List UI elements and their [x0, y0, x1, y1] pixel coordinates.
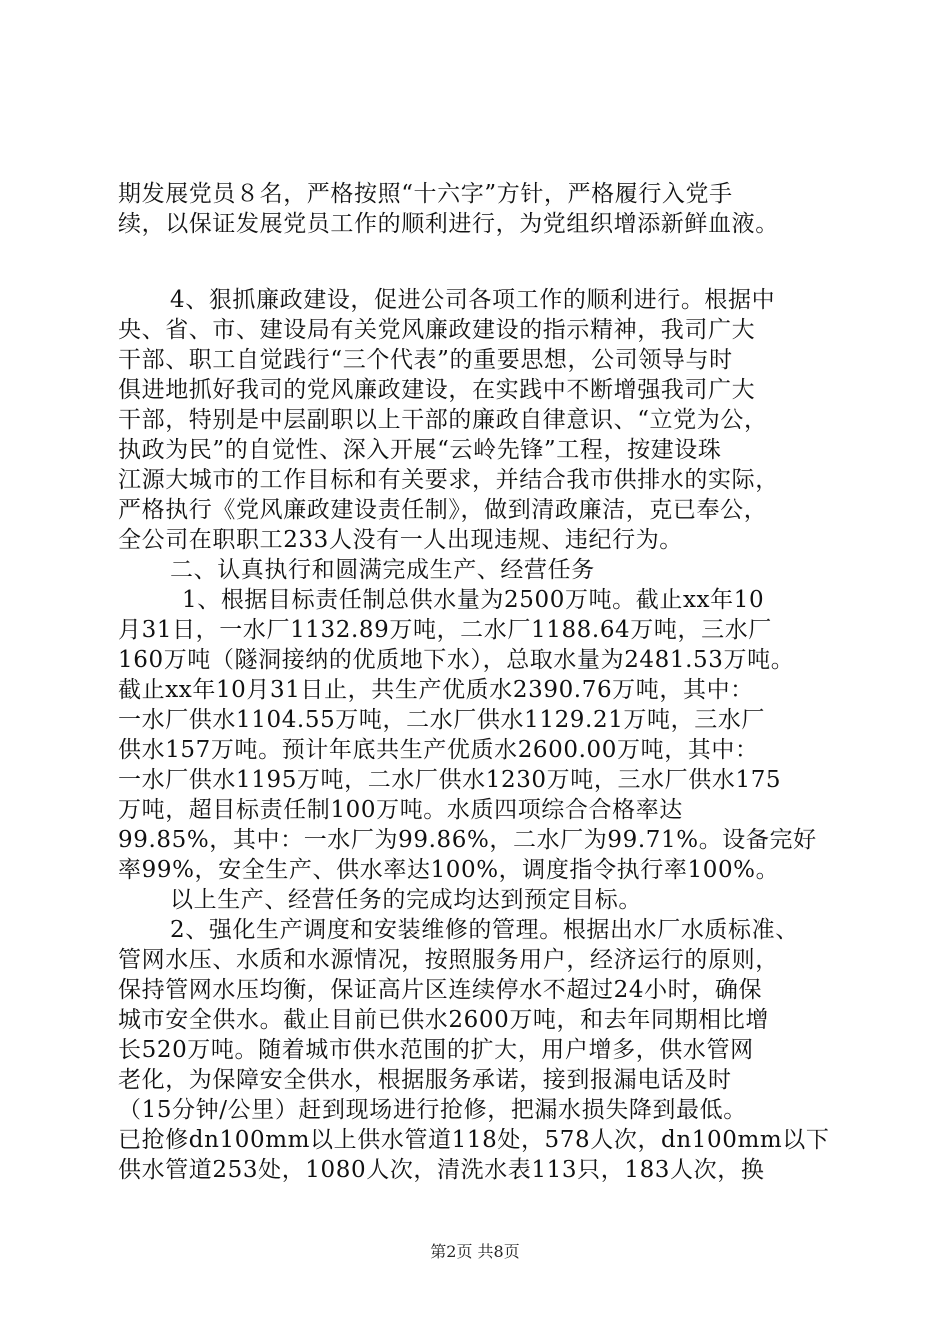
text-line: 万吨，超目标责任制100万吨。水质四项综合合格率达 — [118, 797, 683, 823]
text-line: 干部，特别是中层副职以上干部的廉政自律意识、“立党为公， — [118, 407, 768, 433]
text-line: 以上生产、经营任务的完成均达到预定目标。 — [170, 887, 642, 913]
text-line: 一水厂供水1195万吨，二水厂供水1230万吨，三水厂供水175 — [118, 767, 782, 793]
text-line: 期发展党员８名，严格按照“十六字”方针，严格履行入党手 — [118, 181, 733, 207]
text-line: 保持管网水压均衡，保证高片区连续停水不超过24小时，确保 — [118, 977, 763, 1003]
text-line: 城市安全供水。截止目前已供水2600万吨，和去年同期相比增 — [118, 1007, 769, 1033]
text-line: 99.85%，其中：一水厂为99.86%，二水厂为99.71%。设备完好 — [118, 827, 817, 853]
text-line: 一水厂供水1104.55万吨，二水厂供水1129.21万吨，三水厂 — [118, 707, 766, 733]
text-line: 供水157万吨。预计年底共生产优质水2600.00万吨，其中： — [118, 737, 759, 763]
text-line: 俱进地抓好我司的党风廉政建设，在实践中不断增强我司广大 — [118, 377, 756, 403]
text-line: 干部、职工自觉践行“三个代表”的重要思想，公司领导与时 — [118, 347, 733, 373]
section-heading: 二、认真执行和圆满完成生产、经营任务 — [170, 557, 595, 583]
page-number-footer: 第2页 共8页 — [430, 1242, 520, 1261]
text-line: 老化，为保障安全供水，根据服务承诺，接到报漏电话及时 — [118, 1067, 732, 1093]
text-line: 月31日，一水厂1132.89万吨，二水厂1188.64万吨，三水厂 — [118, 617, 772, 643]
text-line: 长520万吨。随着城市供水范围的扩大，用户增多，供水管网 — [118, 1037, 754, 1063]
text-line: 管网水压、水质和水源情况，按照服务用户，经济运行的原则， — [118, 947, 779, 973]
text-line: 执政为民”的自觉性、深入开展“云岭先锋”工程，按建设珠 — [118, 437, 722, 463]
text-line: 供水管道253处，1080人次，清洗水表113只，183人次，换 — [118, 1157, 765, 1183]
text-line: 严格执行《党风廉政建设责任制》，做到清政廉洁，克已奉公， — [118, 497, 768, 523]
text-line: 1、根据目标责任制总供水量为2500万吨。截止xx年10 — [182, 587, 765, 613]
text-line: 江源大城市的工作目标和有关要求，并结合我市供排水的实际， — [118, 467, 779, 493]
text-line: 续，以保证发展党员工作的顺利进行，为党组织增添新鲜血液。 — [118, 211, 779, 237]
text-line: 截止xx年10月31日止，共生产优质水2390.76万吨，其中： — [118, 677, 754, 703]
text-line: 全公司在职职工233人没有一人出现违规、违纪行为。 — [118, 527, 683, 553]
text-line: 率99%，安全生产、供水率达100%，调度指令执行率100%。 — [118, 857, 780, 883]
text-line: 2、强化生产调度和安装维修的管理。根据出水厂水质标准、 — [170, 917, 799, 943]
text-line: （15分钟/公里）赶到现场进行抢修，把漏水损失降到最低。 — [118, 1097, 747, 1123]
text-line: 已抢修dn100mm以上供水管道118处，578人次，dn100mm以下 — [118, 1127, 830, 1153]
text-line: 央、省、市、建设局有关党风廉政建设的指示精神，我司广大 — [118, 317, 756, 343]
text-line: 160万吨（隧洞接纳的优质地下水），总取水量为2481.53万吨。 — [118, 647, 795, 673]
text-line: 4、狠抓廉政建设，促进公司各项工作的顺利进行。根据中 — [170, 287, 776, 313]
